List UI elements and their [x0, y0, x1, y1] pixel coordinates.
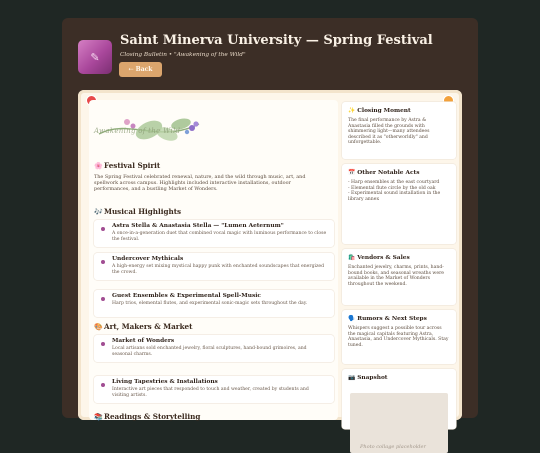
item-desc: Harp trios, elemental flutes, and experimental sonic-magic sets throughout the day. [112, 301, 308, 306]
speaking-head-icon: 🗣️ [348, 316, 356, 322]
festival-avatar [78, 40, 112, 74]
vendors-card [342, 249, 456, 305]
music-notes-icon: 🎶 [94, 207, 103, 216]
music-item-1[interactable] [94, 220, 334, 247]
bullet-dot [101, 227, 105, 231]
bullet-dot [101, 383, 105, 387]
section-heading-spirit: 🌸Festival Spirit [94, 161, 161, 170]
page-title: Saint Minerva University — Spring Festival [120, 33, 433, 48]
item-desc: Local artisans sold enchanted jewelry, floral sculptures, hand-bound grimoires, and seasonal charms. [112, 346, 307, 357]
rumors-card [342, 310, 456, 364]
bulletin-content [78, 90, 462, 450]
placeholder-label: Photo collage placeholder [360, 444, 426, 450]
card-heading: 🗣️ Rumors & Next Steps [348, 316, 427, 322]
back-button[interactable]: ⇠ Back [119, 62, 162, 77]
card-heading: 🛍️ Vendors & Sales [348, 255, 410, 261]
sidebar-column [342, 102, 456, 450]
books-icon: 📚 [94, 412, 103, 421]
bullet-dot [101, 297, 105, 301]
music-item-3[interactable] [94, 290, 334, 317]
item-desc: A high-energy set mixing mystical happy punk with enchanted soundscapes that energized the crowd. [112, 264, 325, 275]
card-heading: 📷 Snapshot [348, 375, 388, 381]
main-column [89, 100, 338, 420]
card-text: Whispers suggest a possible tour across the magical capitals featuring Astra, Anastasia, and Undercover Mythicals. Stay tuned. [348, 326, 449, 348]
page-subtitle: Closing Bulletin • "Awakening of the Wild" [120, 52, 246, 58]
item-title: Undercover Mythicals [112, 256, 184, 262]
bullet-dot [101, 260, 105, 264]
banner-caption: Awakening of the Wild [94, 127, 181, 135]
card-text: Enchanted jewelry, charms, prints, hand-bound books, and seasonal wreaths were available in the Market of Wonders throughout the weekend. [348, 265, 444, 287]
palette-icon: 🎨 [94, 322, 103, 331]
card-heading: 📅 Other Notable Acts [348, 170, 420, 176]
music-item-2[interactable] [94, 253, 334, 280]
shopping-bag-icon: 🛍️ [348, 255, 356, 261]
quill-icon: ✎ [90, 50, 100, 64]
festival-spirit-text: The Spring Festival celebrated renewal, nature, and the wild through music, art, and spellwork across campus. Highlights included interactive installations, outdoor performances, and a bustling Market of Wonders. [94, 174, 306, 193]
floral-banner-art [89, 100, 338, 150]
closing-moment-card [342, 102, 456, 159]
item-title: Astra Stella & Anastasia Stella — "Lumen Aeternum" [112, 223, 284, 229]
bullet-dot [101, 342, 105, 346]
camera-icon: 📷 [348, 375, 356, 381]
other-acts-card [342, 164, 456, 244]
snapshot-card [342, 369, 456, 450]
card-heading: ✨ Closing Moment [348, 108, 411, 114]
card-text: The final performance by Astra & Anastasia filled the grounds with shimmering light—many attendees described it as "otherworldly" and unforgettable. [348, 118, 430, 146]
item-title: Living Tapestries & Installations [112, 379, 218, 385]
act-line: - Harp ensembles at the east courtyard [348, 180, 440, 185]
act-line: - Experimental sound installation in the library annex [348, 191, 441, 202]
item-title: Market of Wonders [112, 338, 175, 344]
floral-banner [89, 100, 338, 150]
page-header [62, 18, 478, 90]
sparkles-icon: ✨ [348, 108, 356, 114]
blossom-icon: 🌸 [94, 161, 103, 170]
card-text [348, 180, 450, 202]
art-item-1[interactable] [94, 335, 334, 362]
section-heading-music: 🎶Musical Highlights [94, 207, 182, 216]
art-item-2[interactable] [94, 376, 334, 403]
act-line: - Elemental flute circle by the old oak [348, 185, 436, 191]
calendar-icon: 📅 [348, 170, 356, 176]
photo-collage-placeholder [350, 393, 448, 453]
festival-window [62, 18, 478, 450]
item-title: Guest Ensembles & Experimental Spell-Music [112, 293, 261, 299]
section-heading-art: 🎨Art, Makers & Market [94, 322, 193, 331]
item-desc: A once-in-a-generation duet that combined vocal magic with luminous performance to close the festival. [112, 231, 327, 242]
section-heading-readings: 📚Readings & Storytelling [94, 412, 201, 421]
item-desc: Interactive art pieces that responded to touch and weather, created by students and visiting artists. [112, 387, 309, 398]
